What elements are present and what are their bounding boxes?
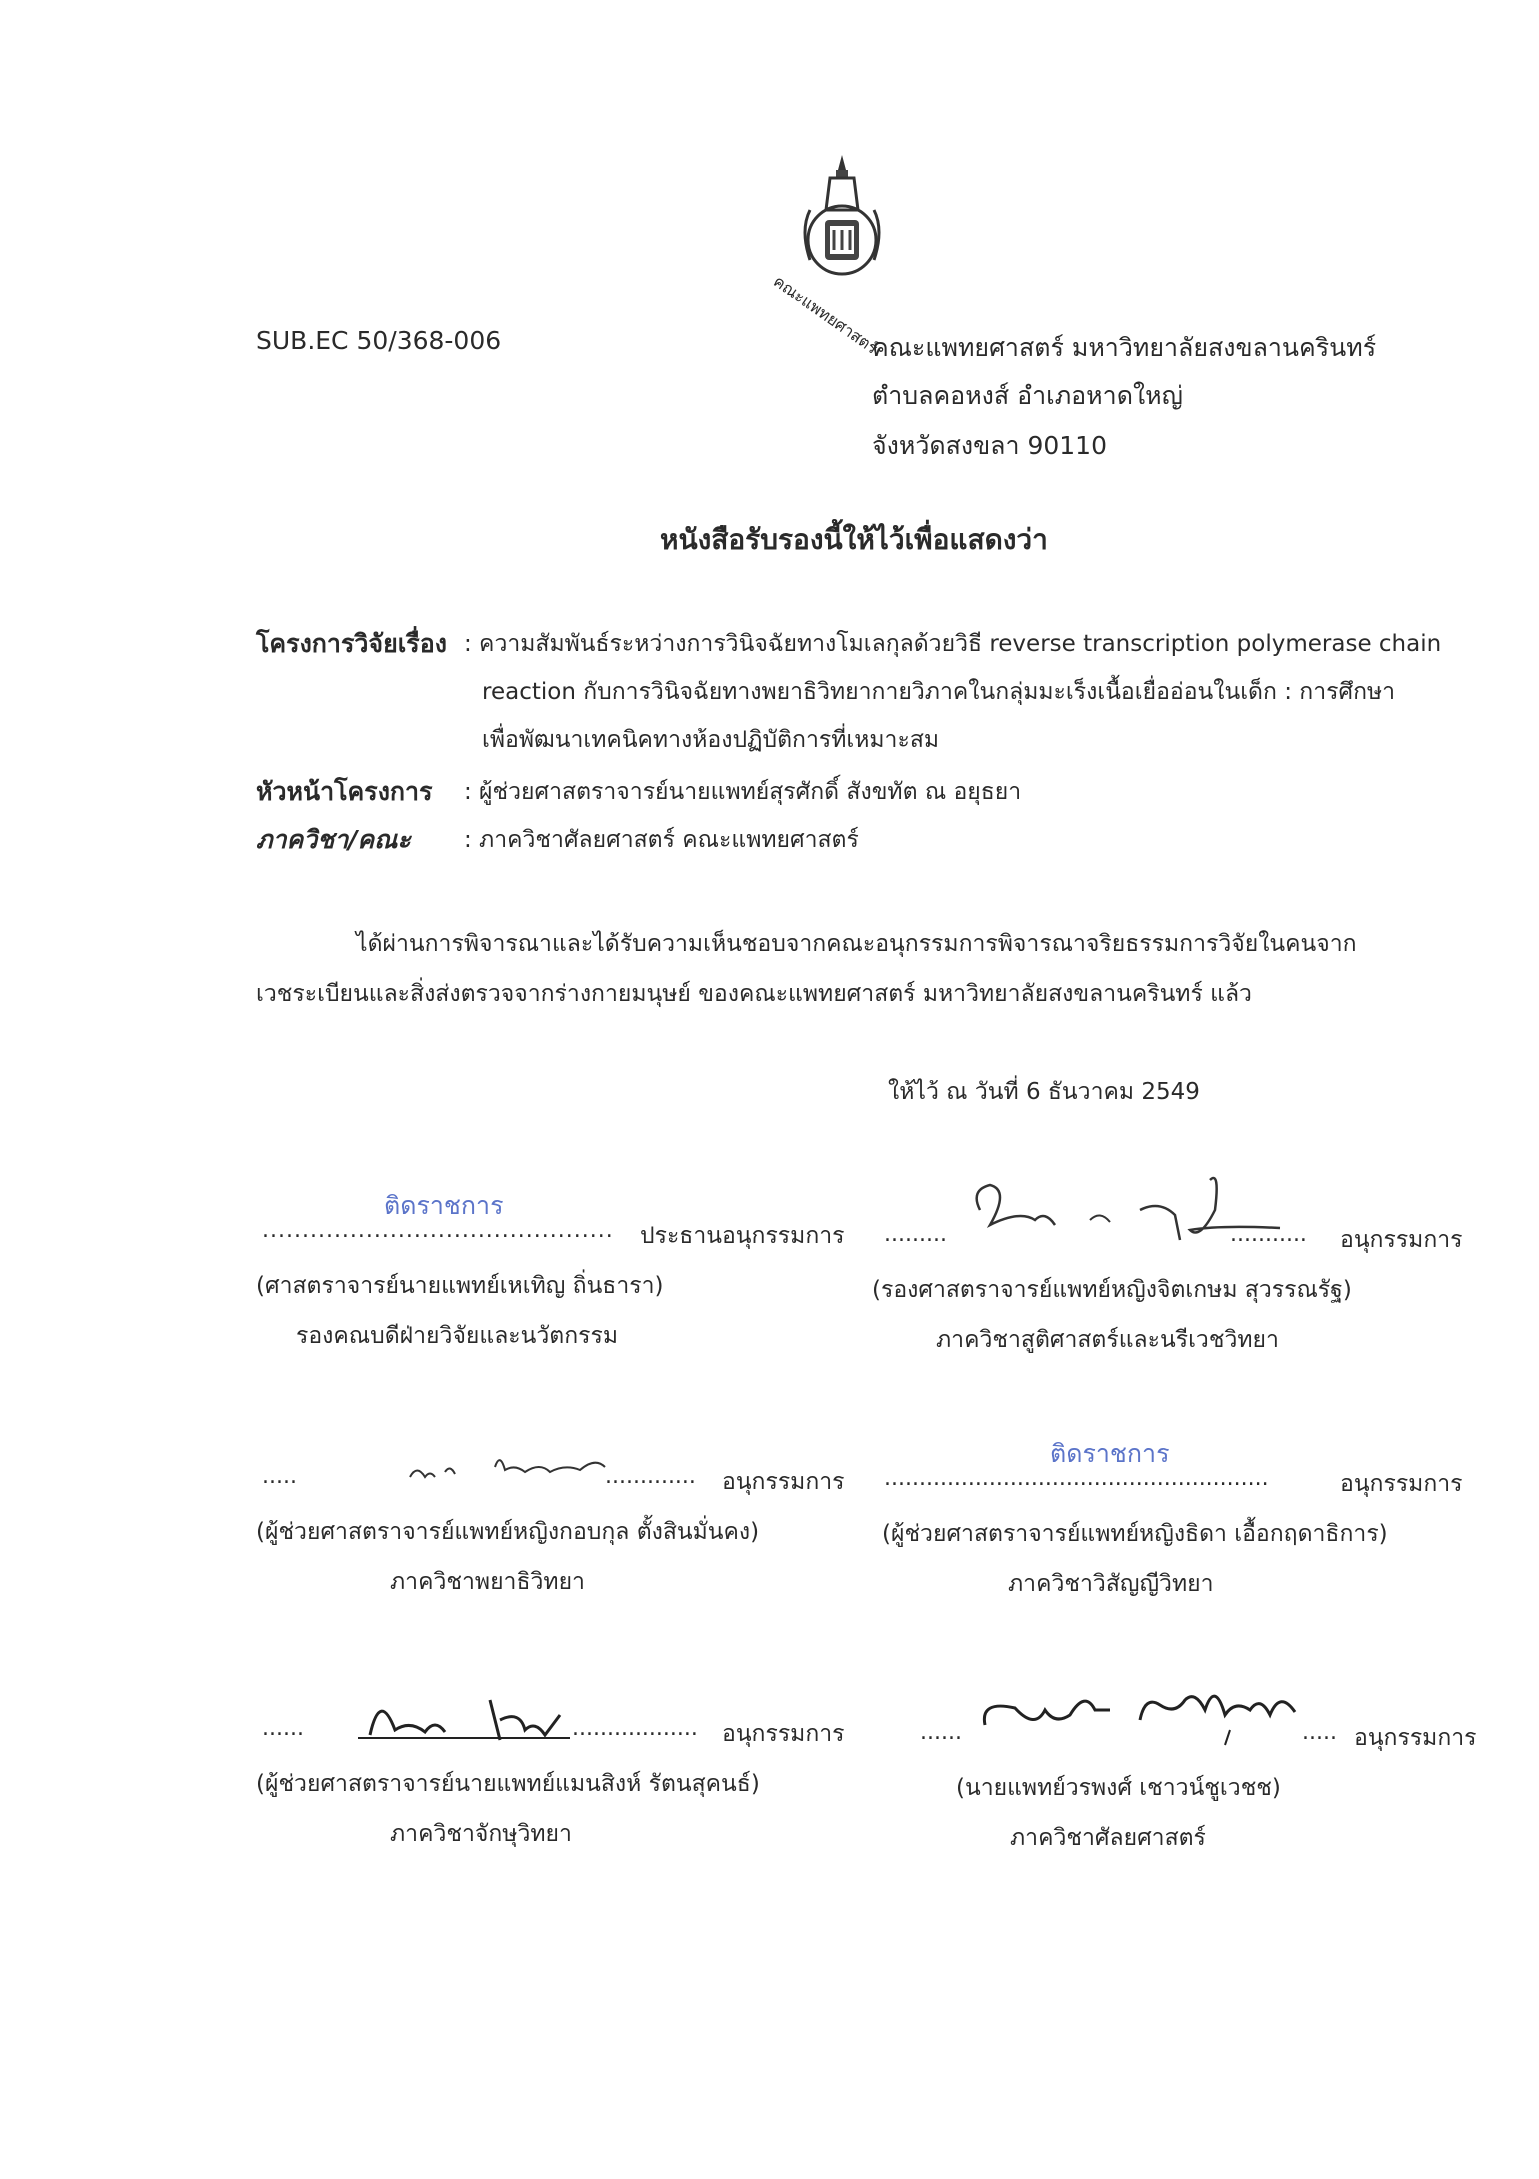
project-line-3: เพื่อพัฒนาเทคนิคทางห้องปฏิบัติการที่เหมาะสม bbox=[482, 727, 940, 753]
signatory-name: (ศาสตราจารย์นายแพทย์เหเทิญ ถิ่นธารา) bbox=[256, 1273, 664, 1299]
role-member: อนุกรรมการ bbox=[1340, 1471, 1463, 1497]
faculty-seal bbox=[769, 150, 915, 358]
document-number: SUB.EC 50/368-006 bbox=[256, 326, 502, 355]
project-label: โครงการวิจัยเรื่อง bbox=[256, 629, 447, 658]
handwritten-signature bbox=[975, 1670, 1355, 1750]
signature-line-dots: ............................................ bbox=[262, 1218, 614, 1243]
signatory-department: ภาควิชาสูติศาสตร์และนรีเวชวิทยา bbox=[936, 1327, 1279, 1353]
role-member: อนุกรรมการ bbox=[722, 1469, 845, 1495]
signature-line-dots: ........... bbox=[1230, 1222, 1307, 1247]
signature-line-dots: .................. bbox=[572, 1716, 698, 1741]
role-chairman: ประธานอนุกรรมการ bbox=[640, 1223, 845, 1249]
seal-text: คณะแพทยศาสตร์ bbox=[769, 271, 882, 358]
signatory-name: (ผู้ช่วยศาสตราจารย์แพทย์หญิงกอบกุล ตั้งสินมั่นคง) bbox=[256, 1519, 760, 1545]
role-member: อนุกรรมการ bbox=[1340, 1227, 1463, 1253]
signatory-name: (ผู้ช่วยศาสตราจารย์แพทย์หญิงธิดา เอื้อกฤดาธิการ) bbox=[882, 1521, 1388, 1547]
signature-line-dots: ....................................................... bbox=[884, 1466, 1269, 1491]
signatory-name: (นายแพทย์วรพงศ์ เชาวน์ชูเวชช) bbox=[956, 1775, 1281, 1801]
signature-line-dots: ............. bbox=[605, 1464, 696, 1489]
project-head-label: หัวหน้าโครงการ bbox=[256, 777, 433, 806]
signatory-department: ภาควิชาจักษุวิทยา bbox=[390, 1821, 572, 1847]
project-head-value: : ผู้ช่วยศาสตราจารย์นายแพทย์สุรศักดิ์ สังขทัต ณ อยุธยา bbox=[464, 779, 1022, 805]
role-member: อนุกรรมการ bbox=[1354, 1725, 1477, 1751]
department-label: ภาควิชา/คณะ bbox=[256, 825, 411, 854]
signatory-department: รองคณบดีฝ่ายวิจัยและนวัตกรรม bbox=[296, 1323, 619, 1349]
project-line-2: reaction กับการวินิจฉัยทางพยาธิวิทยากายวิภาคในกลุ่มมะเร็งเนื้อเยื่ออ่อนในเด็ก : การศึกษา bbox=[482, 679, 1396, 705]
signature-line-dots: ...... bbox=[920, 1720, 962, 1745]
signatory-department: ภาควิชาพยาธิวิทยา bbox=[390, 1569, 585, 1595]
signature-line-dots: ......... bbox=[884, 1222, 947, 1247]
signatory-department: ภาควิชาศัลยศาสตร์ bbox=[1010, 1825, 1206, 1851]
handwritten-signature bbox=[960, 1170, 1360, 1270]
body-line-2: เวชระเบียนและสิ่งส่งตรวจจากร่างกายมนุษย์ ของคณะแพทยศาสตร์ มหาวิทยาลัยสงขลานครินทร์ แล้ว bbox=[256, 981, 1252, 1007]
handwritten-signature bbox=[405, 1442, 625, 1492]
body-line-1: ได้ผ่านการพิจารณาและได้รับความเห็นชอบจากคณะอนุกรรมการพิจารณาจริยธรรมการวิจัยในคนจาก bbox=[356, 931, 1357, 957]
absent-stamp: ติดราชการ bbox=[1050, 1439, 1170, 1468]
signature-line-dots: ..... bbox=[262, 1464, 297, 1489]
address-line-2: ตำบลคอหงส์ อำเภอหาดใหญ่ bbox=[872, 381, 1183, 410]
address-line-1: คณะแพทยศาสตร์ มหาวิทยาลัยสงขลานครินทร์ bbox=[872, 333, 1377, 362]
signatory-name: (รองศาสตราจารย์แพทย์หญิงจิตเกษม สุวรรณรัฐ) bbox=[872, 1277, 1352, 1303]
absent-stamp: ติดราชการ bbox=[384, 1191, 504, 1220]
signature-line-dots: ...... bbox=[262, 1716, 304, 1741]
handwritten-signature bbox=[350, 1680, 590, 1750]
role-member: อนุกรรมการ bbox=[722, 1721, 845, 1747]
issue-date: ให้ไว้ ณ วันที่ 6 ธันวาคม 2549 bbox=[888, 1079, 1200, 1105]
signatory-department: ภาควิชาวิสัญญีวิทยา bbox=[1008, 1571, 1214, 1597]
department-value: : ภาควิชาศัลยศาสตร์ คณะแพทยศาสตร์ bbox=[464, 827, 859, 853]
signatory-name: (ผู้ช่วยศาสตราจารย์นายแพทย์แมนสิงห์ รัตนสุคนธ์) bbox=[256, 1771, 760, 1797]
signature-line-dots: ..... bbox=[1302, 1720, 1337, 1745]
address-line-3: จังหวัดสงขลา 90110 bbox=[872, 431, 1107, 460]
certificate-title: หนังสือรับรองนี้ให้ไว้เพื่อแสดงว่า bbox=[660, 523, 1048, 556]
project-line-1: : ความสัมพันธ์ระหว่างการวินิจฉัยทางโมเลกุลด้วยวิธี reverse transcription polymerase chain bbox=[464, 631, 1442, 657]
